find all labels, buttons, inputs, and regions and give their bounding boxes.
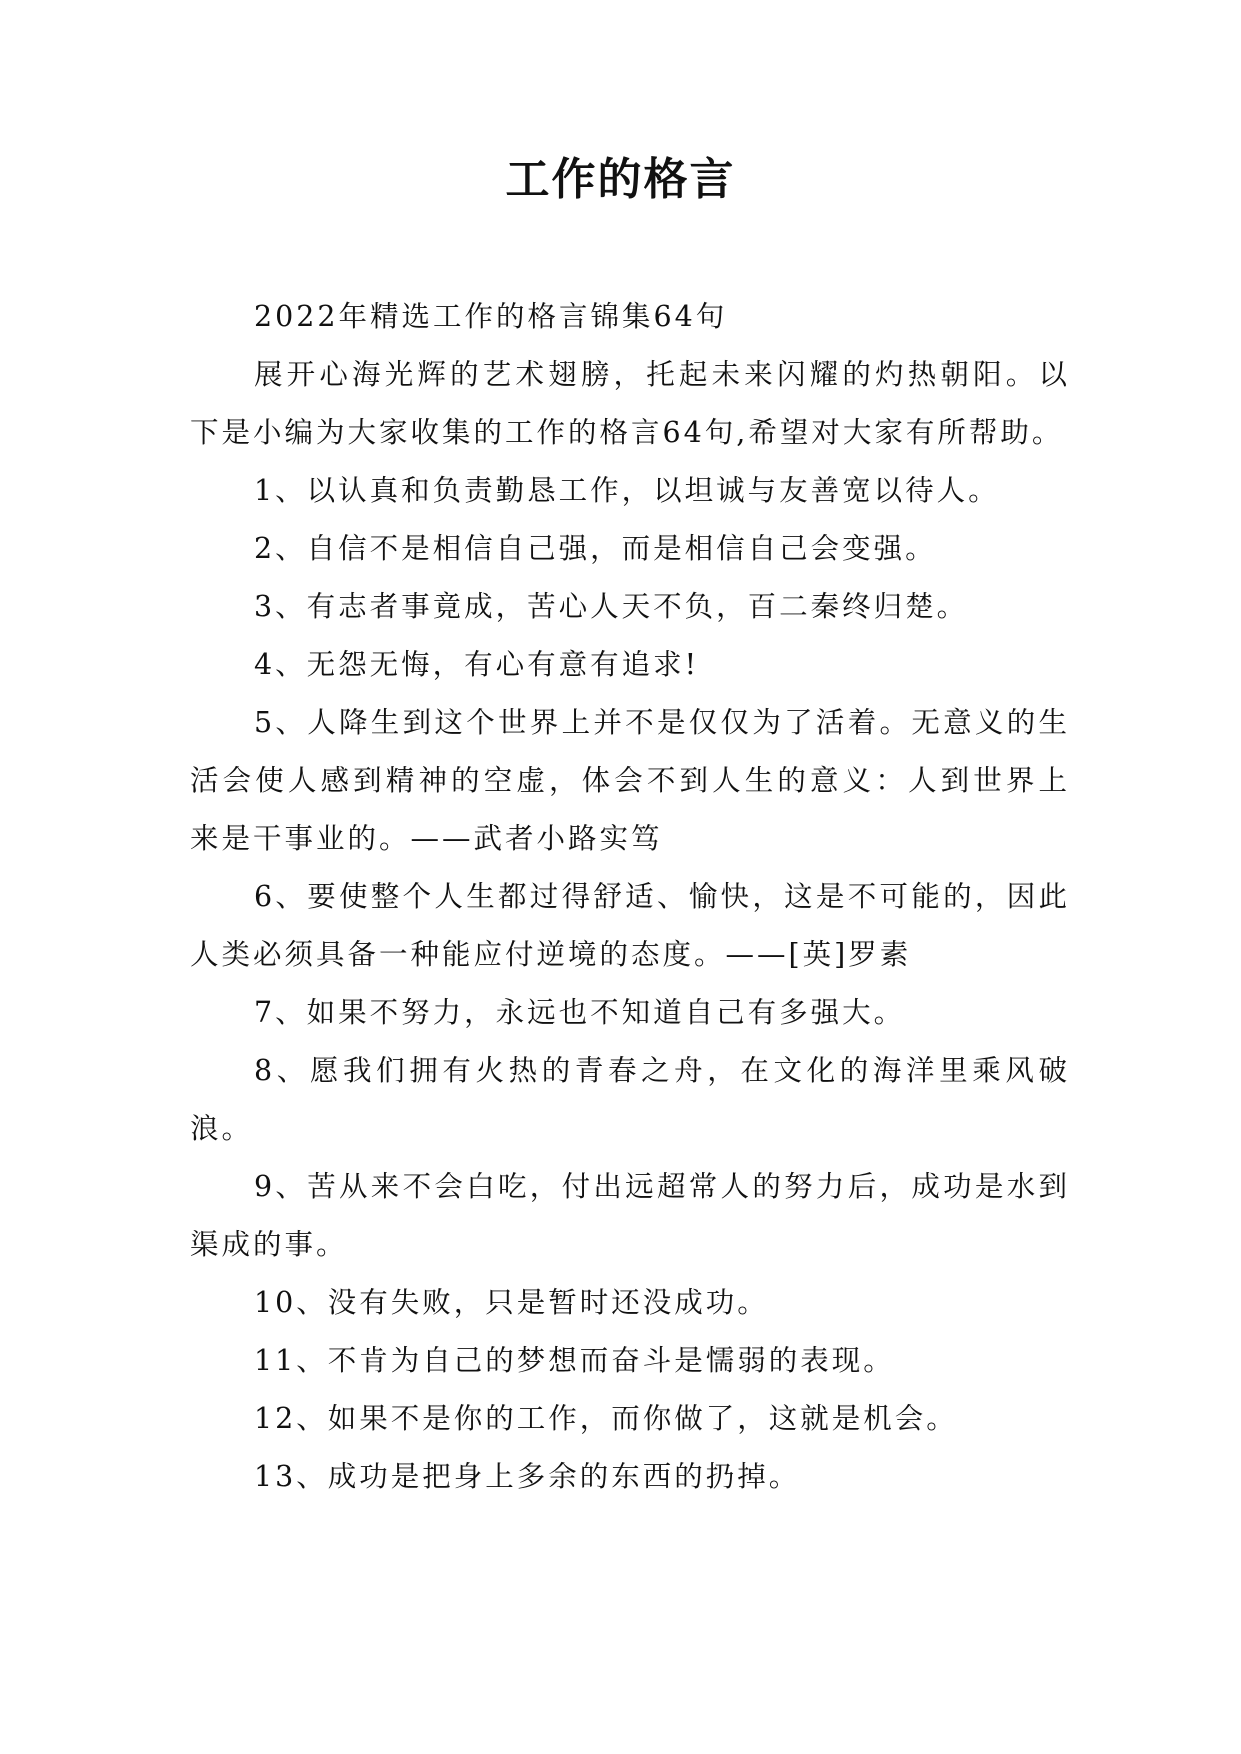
quote-item: 7、如果不努力，永远也不知道自己有多强大。 — [254, 996, 906, 1029]
document-body — [190, 288, 1070, 1506]
page-title: 工作的格言 — [505, 154, 736, 205]
quote-item: 11、不肯为自己的梦想而奋斗是懦弱的表现。 — [254, 1344, 895, 1377]
paragraph-subtitle: 2022年精选工作的格言锦集64句 — [254, 300, 728, 333]
quote-item: 3、有志者事竟成，苦心人天不负，百二秦终归楚。 — [254, 590, 969, 623]
quote-item: 1、以认真和负责勤恳工作，以坦诚与友善宽以待人。 — [254, 474, 1000, 507]
quote-item: 8、愿我们拥有火热的青春之舟，在文化的海洋里乘风破浪。 — [190, 1054, 1070, 1145]
quote-item: 10、没有失败，只是暂时还没成功。 — [254, 1286, 769, 1319]
quote-item: 4、无怨无悔，有心有意有追求! — [254, 648, 700, 681]
quote-item: 13、成功是把身上多余的东西的扔掉。 — [254, 1460, 801, 1493]
quote-item: 2、自信不是相信自己强，而是相信自己会变强。 — [254, 532, 937, 565]
quote-item: 9、苦从来不会白吃，付出远超常人的努力后，成功是水到渠成的事。 — [190, 1170, 1070, 1261]
paragraph-intro: 展开心海光辉的艺术翅膀，托起未来闪耀的灼热朝阳。以下是小编为大家收集的工作的格言64句,希望对大家有所帮助。 — [190, 358, 1070, 449]
quote-item: 12、如果不是你的工作，而你做了，这就是机会。 — [254, 1402, 958, 1435]
quote-item: 6、要使整个人生都过得舒适、愉快，这是不可能的，因此人类必须具备一种能应付逆境的态度。——[英]罗素 — [190, 880, 1070, 971]
quote-item: 5、人降生到这个世界上并不是仅仅为了活着。无意义的生活会使人感到精神的空虚，体会不到人生的意义：人到世界上来是干事业的。——武者小路实笃 — [190, 706, 1070, 855]
